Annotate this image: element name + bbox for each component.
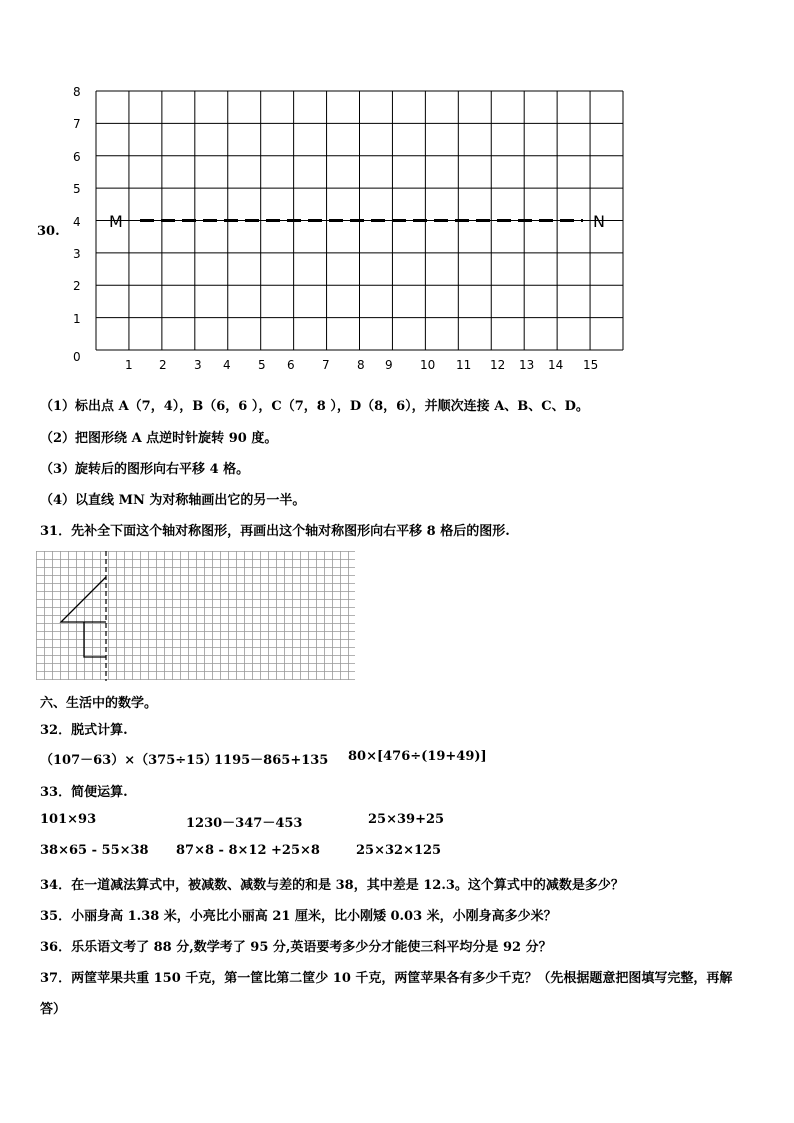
x-tick-label: 15 bbox=[583, 358, 599, 372]
q32-expression-2: 1195－865+135 bbox=[214, 753, 329, 768]
x-tick-label: 10 bbox=[420, 358, 436, 372]
q33-row1-item2: 1230－347－453 bbox=[186, 816, 303, 831]
y-tick-label: 8 bbox=[73, 85, 81, 99]
x-tick-label: 2 bbox=[159, 358, 167, 372]
x-tick-label: 1 bbox=[125, 358, 133, 372]
y-tick-label: 7 bbox=[73, 117, 81, 132]
q31-grid bbox=[36, 551, 356, 681]
q33-row2-item2: 87×8 - 8×12 +25×8 bbox=[176, 843, 320, 858]
y-tick-label: 6 bbox=[73, 149, 81, 164]
x-tick-label: 8 bbox=[357, 358, 365, 372]
x-tick-label: 12 bbox=[490, 358, 506, 372]
q33-row2-item1: 38×65 - 55×38 bbox=[40, 843, 149, 858]
y-tick-label: 0 bbox=[73, 350, 81, 364]
q30-task-4: （4）以直线 MN 为对称轴画出它的另一半。 bbox=[40, 493, 306, 508]
q30-grid bbox=[0, 0, 794, 380]
question-37-line-2: 答） bbox=[40, 1002, 67, 1017]
question-34-text: 34．在一道减法算式中，被减数、减数与差的和是 38，其中差是 12.3。这个算式中的减数是多少？ bbox=[40, 878, 624, 893]
x-tick-label: 14 bbox=[548, 358, 564, 372]
question-33-title: 33．简便运算. bbox=[40, 785, 128, 800]
q32-expression-1: （107－63）×（375÷15） bbox=[40, 753, 218, 768]
q33-row2-item3: 25×32×125 bbox=[356, 843, 442, 858]
y-tick-label: 5 bbox=[73, 182, 81, 197]
question-32-title: 32．脱式计算. bbox=[40, 723, 128, 738]
question-31-text: 31．先补全下面这个轴对称图形，再画出这个轴对称图形向右平移 8 格后的图形. bbox=[40, 524, 510, 539]
x-tick-label: 5 bbox=[258, 358, 266, 372]
q30-task-1: （1）标出点 A（7，4），B（6，6 ），C（7，8 ），D（8，6），并顺次连接 A、B、C、D。 bbox=[40, 399, 589, 414]
point-n-label: N bbox=[593, 212, 605, 231]
x-tick-label: 11 bbox=[456, 358, 472, 372]
question-37-line-1: 37．两筐苹果共重 150 千克，第一筐比第二筐少 10 千克，两筐苹果各有多少千克？（先根据题意把图填写完整，再解 bbox=[40, 971, 733, 986]
x-tick-label: 6 bbox=[287, 358, 295, 372]
x-tick-label: 9 bbox=[385, 358, 393, 372]
q30-task-3: （3）旋转后的图形向右平移 4 格。 bbox=[40, 462, 250, 477]
q33-row1-item1: 101×93 bbox=[40, 812, 97, 827]
y-tick-label: 3 bbox=[73, 246, 81, 261]
y-tick-label: 2 bbox=[73, 279, 81, 294]
question-35-text: 35．小丽身高 1.38 米，小亮比小丽高 21 厘米，比小刚矮 0.03 米，小刚身高多少米？ bbox=[40, 909, 557, 924]
x-tick-label: 13 bbox=[519, 358, 535, 372]
question-30-number: 30. bbox=[37, 224, 60, 239]
x-tick-label: 4 bbox=[223, 358, 231, 372]
y-tick-label: 4 bbox=[73, 214, 81, 229]
point-m-label: M bbox=[109, 212, 123, 231]
q33-row1-item3: 25×39+25 bbox=[368, 812, 445, 827]
q32-expression-3: 80×[476÷(19+49)] bbox=[348, 749, 487, 764]
y-tick-label: 1 bbox=[73, 311, 81, 326]
x-tick-label: 3 bbox=[194, 358, 202, 372]
question-36-text: 36．乐乐语文考了 88 分,数学考了 95 分,英语要考多少分才能使三科平均分是 92 分？ bbox=[40, 940, 552, 955]
x-tick-label: 7 bbox=[322, 358, 330, 372]
q30-task-2: （2）把图形绕 A 点逆时针旋转 90 度。 bbox=[40, 431, 278, 446]
section-6-title: 六、生活中的数学。 bbox=[40, 696, 158, 711]
